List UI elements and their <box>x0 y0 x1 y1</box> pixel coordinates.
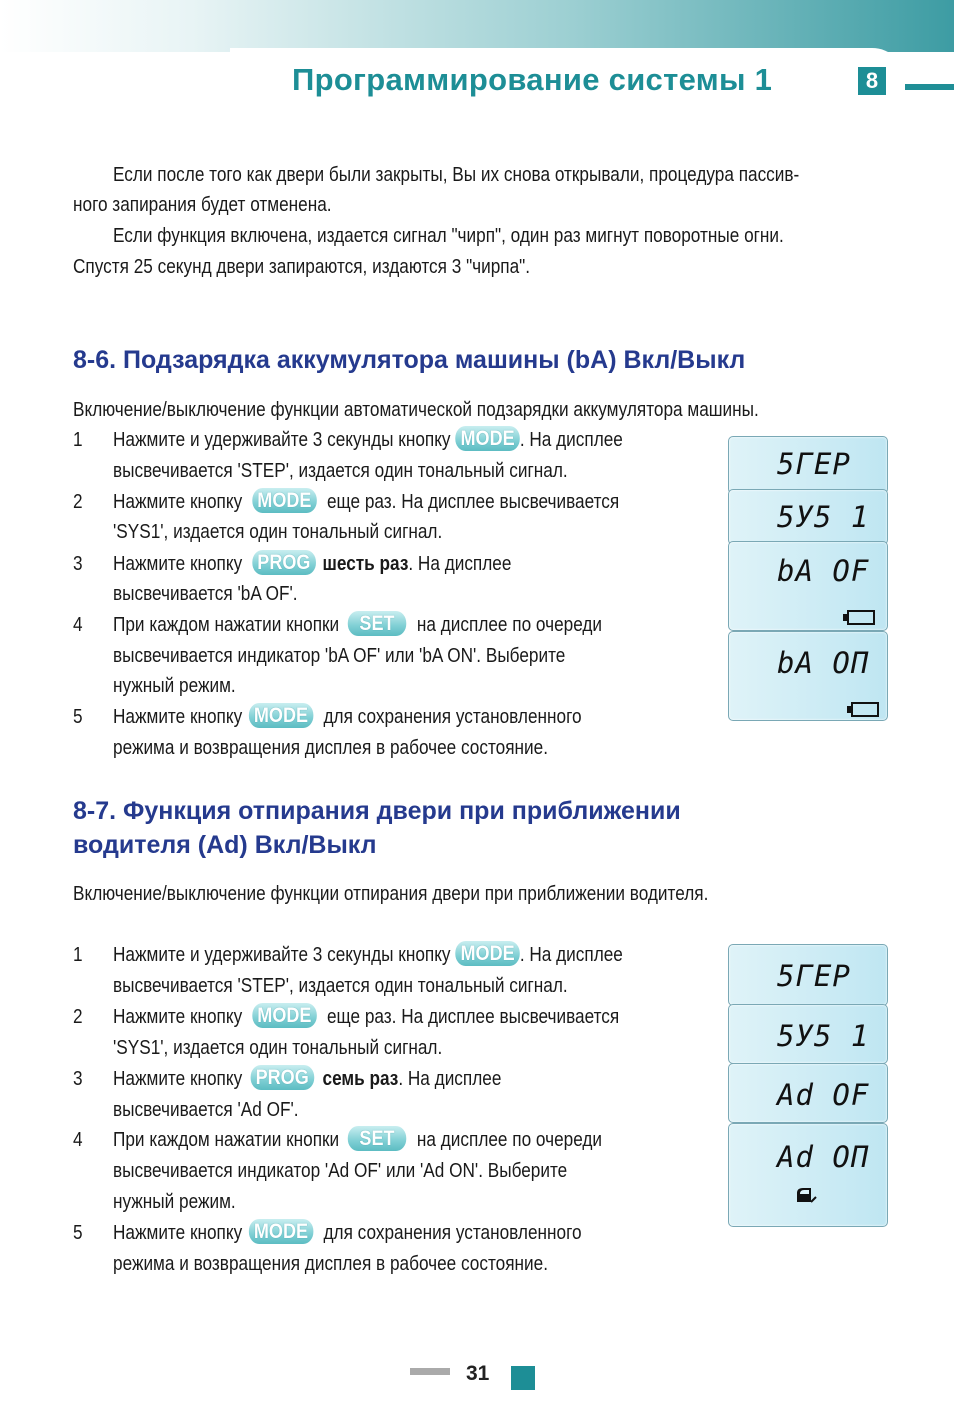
step-emphasis: шесть раз <box>322 553 409 575</box>
lcd-text: Ad OF <box>777 1078 870 1112</box>
section-desc-8-7: Включение/выключение функции отпирания двери при приближении водителя. <box>73 883 709 905</box>
page-title: Программирование системы 1 <box>292 62 773 97</box>
step-text: . На дисплее <box>408 553 512 575</box>
step-line <box>113 487 619 517</box>
step-text: Нажмите кнопку <box>113 553 243 575</box>
set-button: SET <box>347 1126 406 1151</box>
step-line: высвечивается индикатор 'Ad OF' или 'Ad ON'. Выберите <box>113 1160 568 1182</box>
lcd-text: Ad ОП <box>777 1140 870 1174</box>
section-title-8-6: 8-6. Подзарядка аккумулятора машины (bA) Вкл/Выкл <box>73 346 746 374</box>
step-number: 2 <box>73 1006 83 1028</box>
step-text: Нажмите кнопку <box>113 706 243 728</box>
step-text: Нажмите и удерживайте 3 секунды кнопку <box>113 429 451 451</box>
step-line <box>113 610 602 640</box>
lcd-display <box>728 436 888 494</box>
set-button: SET <box>347 611 406 636</box>
step-line <box>113 1125 602 1155</box>
header-rule <box>905 84 954 90</box>
step-text: на дисплее по очереди <box>416 614 603 636</box>
prog-button: PROG <box>250 1065 314 1090</box>
step-emphasis: семь раз <box>322 1068 399 1090</box>
intro-line-1: Если после того как двери были закрыты, Вы их снова открывали, процедура пассив- <box>113 164 800 186</box>
mode-button: MODE <box>249 703 314 728</box>
step-line <box>113 425 623 455</box>
step-line: высвечивается индикатор 'bA OF' или 'bA ON'. Выберите <box>113 645 566 667</box>
mode-button: MODE <box>455 941 520 966</box>
step-number: 1 <box>73 429 83 451</box>
step-text: на дисплее по очереди <box>416 1129 603 1151</box>
step-line <box>113 702 582 732</box>
step-line <box>113 1002 619 1032</box>
step-text: для сохранения установленного <box>323 706 582 728</box>
footer-square <box>511 1366 535 1390</box>
step-number: 3 <box>73 1068 83 1090</box>
lcd-display <box>728 1063 888 1123</box>
section-title-8-7-line-2: водителя (Ad) Вкл/Выкл <box>73 831 377 859</box>
step-text: . На дисплее <box>398 1068 502 1090</box>
step-line: режима и возвращения дисплея в рабочее состояние. <box>113 737 548 759</box>
step-number: 4 <box>73 614 83 636</box>
prog-button: PROG <box>252 550 316 575</box>
step-line <box>113 1218 582 1248</box>
step-text: . На дисплее <box>519 429 623 451</box>
intro-line-2: ного запирания будет отменена. <box>73 194 332 216</box>
section-title-8-7: 8-7. Функция отпирания двери при приближении <box>73 797 681 825</box>
intro-line-3: Если функция включена, издается сигнал "чирп", один раз мигнут поворотные огни. <box>113 225 784 247</box>
door-icon <box>795 1186 817 1204</box>
step-line: режима и возвращения дисплея в рабочее состояние. <box>113 1253 548 1275</box>
step-text: При каждом нажатии кнопки <box>113 1129 340 1151</box>
footer-bar <box>410 1368 450 1375</box>
lcd-display <box>728 631 888 721</box>
lcd-display <box>728 541 888 631</box>
lcd-text: 5У5 1 <box>777 500 870 534</box>
header-band <box>0 0 954 52</box>
step-text: Нажмите кнопку <box>113 1068 243 1090</box>
mode-button: MODE <box>249 1219 314 1244</box>
step-line: 'SYS1', издается один тональный сигнал. <box>113 521 443 543</box>
step-line: высвечивается 'bA OF'. <box>113 583 298 605</box>
step-line: нужный режим. <box>113 1191 236 1213</box>
chapter-badge: 8 <box>858 67 886 95</box>
step-number: 5 <box>73 1222 83 1244</box>
battery-icon <box>851 702 879 717</box>
lcd-text: bA OF <box>777 554 870 588</box>
step-line: высвечивается 'STEP', издается один тональный сигнал. <box>113 975 568 997</box>
step-text: Нажмите кнопку <box>113 1222 243 1244</box>
mode-button: MODE <box>252 488 317 513</box>
lcd-display <box>728 944 888 1006</box>
mode-button: MODE <box>252 1003 317 1028</box>
lcd-display <box>728 1004 888 1064</box>
step-line <box>113 549 511 579</box>
page-number: 31 <box>466 1362 490 1385</box>
lcd-text: 5ГEP <box>777 447 851 481</box>
lcd-text: 5У5 1 <box>777 1019 870 1053</box>
step-number: 2 <box>73 491 83 513</box>
step-number: 5 <box>73 706 83 728</box>
step-line: 'SYS1', издается один тональный сигнал. <box>113 1037 443 1059</box>
step-line: нужный режим. <box>113 675 236 697</box>
step-text: При каждом нажатии кнопки <box>113 614 340 636</box>
step-text: Нажмите кнопку <box>113 491 243 513</box>
step-line <box>113 1064 501 1094</box>
step-text: Нажмите кнопку <box>113 1006 243 1028</box>
lcd-display <box>728 489 888 545</box>
step-text: Нажмите и удерживайте 3 секунды кнопку <box>113 944 451 966</box>
mode-button: MODE <box>455 426 520 451</box>
step-line: высвечивается 'STEP', издается один тональный сигнал. <box>113 460 568 482</box>
step-text: для сохранения установленного <box>323 1222 582 1244</box>
lcd-text: 5ГEP <box>777 959 851 993</box>
step-text: . На дисплее <box>519 944 623 966</box>
battery-icon <box>847 610 875 625</box>
intro-line-4: Спустя 25 секунд двери запираются, издаются 3 "чирпа". <box>73 256 531 278</box>
step-line <box>113 940 623 970</box>
step-number: 4 <box>73 1129 83 1151</box>
step-number: 3 <box>73 553 83 575</box>
step-line: высвечивается 'Ad OF'. <box>113 1099 299 1121</box>
step-text: еще раз. На дисплее высвечивается <box>326 1006 620 1028</box>
lcd-text: bA ОП <box>777 646 870 680</box>
step-number: 1 <box>73 944 83 966</box>
lcd-display <box>728 1123 888 1227</box>
step-text: еще раз. На дисплее высвечивается <box>326 491 620 513</box>
section-desc-8-6: Включение/выключение функции автоматической подзарядки аккумулятора машины. <box>73 399 759 421</box>
